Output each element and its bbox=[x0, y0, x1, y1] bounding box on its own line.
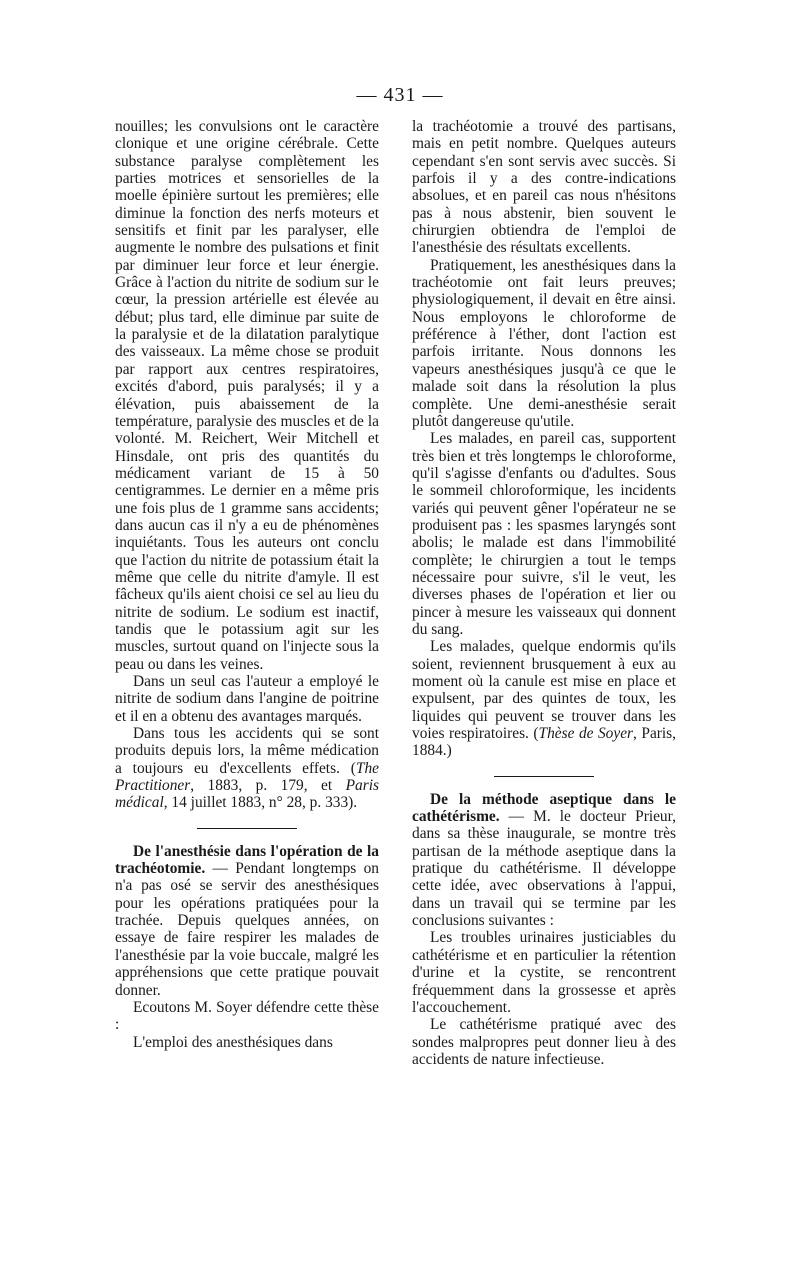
paragraph-text: Les malades, quelque endormis qu'ils soient, reviennent brusquement à eux au moment où la canule est mise en place et expulsent, par des quintes de toux, les liquides qui peuvent se trouver dans les voies respiratoires. bbox=[412, 638, 676, 743]
paragraph-with-citation: Dans tous les accidents qui se sont produits depuis lors, la même médication a toujours eu d'excellents effets. (The Practitioner, 1883, p. 179, et Paris médical, 14 juillet 1883, n° 28, p. 333). bbox=[115, 725, 379, 812]
paragraph: L'emploi des anesthésiques dans bbox=[133, 1033, 333, 1051]
thesis-title: Thèse de Soyer bbox=[538, 725, 634, 743]
left-column bbox=[115, 118, 379, 1051]
section-paragraph bbox=[115, 843, 379, 999]
section-body: Pendant longtemps on n'a pas osé se servir des anesthésiques pour les opérations pratiquées pour la trachée. Depuis quelques années, on essaye de faire respirer les malades de l'anesthésie par la voie buccale, malgré les appréhensions que cette pratique pouvait donner. bbox=[115, 860, 379, 999]
heading-dash: — bbox=[205, 860, 236, 878]
paragraph: Pratiquement, les anesthésiques dans la trachéotomie ont fait leurs preuves; physiologiquement, il devait en être ainsi. Nous employons le chloroforme de préférence à l'éther, dont l'action est parfois irritante. Nous donnons les vapeurs anesthésiques jusqu'à ce que le malade soit dans la résolution la plus complète. Une demi-anesthésie serait plutôt dangereuse qu'utile. bbox=[412, 256, 676, 430]
section-body: M. le docteur Prieur, dans sa thèse inaugurale, se montre très partisan de la méthode aseptique dans la pratique du cathétérisme. Il développe cette idée, avec observations à l'appui, dans un travail qui se termine par les conclusions suivantes : bbox=[412, 808, 676, 930]
journal-title: The Practitioner bbox=[115, 759, 379, 795]
citation-detail: , 1883, p. 179, et bbox=[190, 777, 346, 795]
paragraph: la trachéotomie a trouvé des partisans, mais en petit nombre. Quelques auteurs cependant s'en sont servis avec succès. Si parfois il y a des contre-indications absolues, et en pareil cas nous n'hésitons pas à nous abstenir, bien souvent le chirurgien obtiendra de l'emploi de l'anesthésie des résultats excellents. bbox=[412, 118, 676, 257]
paragraph: Les malades, en pareil cas, supportent très bien et très longtemps le chloroforme, qu'il s'agisse d'enfants ou d'adultes. Sous le sommeil chloroformique, les incidents variés qui peuvent gêner l'opérateur ne se produisent pas : les spasmes laryngés sont abolis; le malade est dans l'immobilité complète; le chirurgien a tout le temps nécessaire pour suivre, s'il le veut, les diverses phases de l'opération et lier ou pincer à mesure les vaisseaux qui donnent du sang. bbox=[412, 430, 676, 638]
paragraph-text: Dans tous les accidents qui se sont produits depuis lors, la même médication a toujours eu d'excellents effets. bbox=[115, 725, 379, 777]
section-divider bbox=[197, 828, 297, 829]
citation-detail: , Paris, 1884.) bbox=[412, 725, 677, 760]
paragraph: nouilles; les convulsions ont le caractère clonique et une origine cérébrale. Cette substance paralyse complètement les parties motrices et sensorielles de la moelle épinière surtout les premières; elle diminue la fonction des nerfs moteurs et sensitifs et finit par les paralyser, elle augmente le nombre des pulsations et finit par diminuer leur force et leur énergie. Grâce à l'action du nitrite de sodium sur le cœur, la pression artérielle est élevée au début; plus tard, elle diminue par suite de la paralysie et de la dilatation paralytique des vaisseaux. La même chose se produit par rapport aux centres respiratoires, excités d'abord, puis paralysés; il y a élévation, puis abaissement de la température, paralysie des muscles et de la volonté. M. Reichert, Weir Mitchell et Hinsdale, ont pris des quantités du médicament variant de 15 à 50 centigrammes. Le dernier en a même pris une fois plus de 1 gramme sans accidents; dans aucun cas il n'y a eu de phénomènes inquiétants. Tous les auteurs ont conclu que l'action du nitrite de potassium était la même que celle du nitrite d'amyle. Il est fâcheux qu'ils aient choisi ce sel au lieu du nitrite de sodium. Le sodium est inactif, tandis que le potassium agit sur les muscles, surtout quand on l'injecte sous la peau ou dans les veines. bbox=[115, 118, 379, 673]
citation-detail: , 14 juillet 1883, n° 28, p. 333). bbox=[163, 794, 358, 812]
paragraph: Dans un seul cas l'auteur a employé le nitrite de sodium dans l'angine de poitrine et il en a obtenu des avantages marqués. bbox=[115, 673, 379, 725]
journal-title: Paris médical bbox=[115, 777, 379, 812]
right-column bbox=[412, 118, 676, 1068]
section-divider bbox=[494, 776, 594, 777]
section-paragraph bbox=[412, 791, 676, 930]
paragraph: Le cathétérisme pratiqué avec des sondes malpropres peut donner lieu à des accidents de nature infectieuse. bbox=[412, 1016, 676, 1068]
section-heading: De la méthode aseptique dans le cathétérisme. bbox=[412, 790, 676, 826]
page-number: — 431 — bbox=[356, 84, 444, 106]
heading-dash: — bbox=[499, 808, 534, 826]
paragraph: Ecoutons M. Soyer défendre cette thèse : bbox=[115, 998, 379, 1034]
paragraph: Les troubles urinaires justiciables du cathétérisme et en particulier la rétention d'urine et la cystite, se rencontrent fréquemment dans la grossesse et après l'accouchement. bbox=[412, 929, 676, 1016]
paragraph-with-citation: Les malades, quelque endormis qu'ils soient, reviennent brusquement à eux au moment où la canule est mise en place et expulsent, par des quintes de toux, les liquides qui peuvent se trouver dans les voies respiratoires. (Thèse de Soyer, Paris, 1884.) bbox=[412, 638, 677, 760]
section-heading: De l'anesthésie dans l'opération de la trachéotomie. bbox=[115, 842, 379, 878]
